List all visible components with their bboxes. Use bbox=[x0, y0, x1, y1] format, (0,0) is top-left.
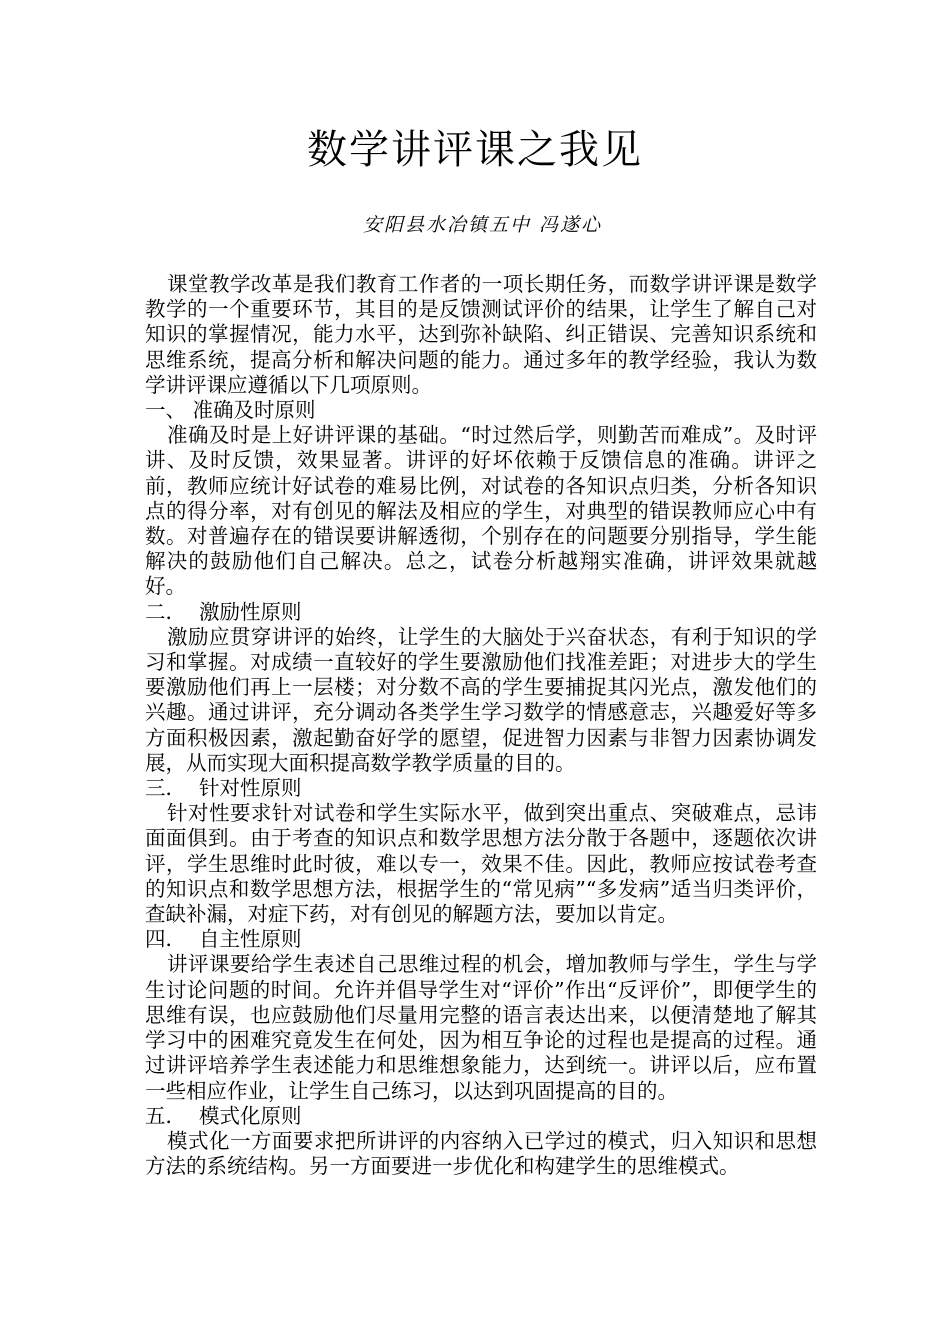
section-heading-5: 五． 模式化原则 bbox=[145, 1103, 302, 1128]
document-body bbox=[145, 272, 817, 1179]
section-paragraph-2: 激励应贯穿讲评的始终，让学生的大脑处于兴奋状态，有利于知识的学习和掌握。对成绩一直较好的学生要激励他们找准差距；对进步大的学生要激励他们再上一层楼；对分数不高的学生要捕捉其闪光点，激发他们的兴趣。通过讲评，充分调动各类学生学习数学的情感意志，兴趣爱好等多方面积极因素，激起勤奋好学的愿望，促进智力因素与非智力因素协调发展，从而实现大面积提高数学教学质量的目的。 bbox=[145, 624, 817, 775]
author-line: 安阳县水冶镇五中 冯遂心 bbox=[362, 214, 603, 236]
document-title: 数学讲评课之我见 bbox=[307, 127, 643, 173]
section-heading-1: 一、 准确及时原则 bbox=[145, 398, 316, 423]
section-paragraph-4: 讲评课要给学生表述自己思维过程的机会，增加教师与学生，学生与学生讨论问题的时间。允许并倡导学生对“评价”作出“反评价”，即便学生的思维有误，也应鼓励他们尽量用完整的语言表达出来，以便清楚地了解其学习中的困难究竟发生在何处，因为相互争论的过程也是提高的过程。通过讲评培养学生表述能力和思维想象能力，达到统一。讲评以后，应布置一些相应作业，让学生自己练习，以达到巩固提高的目的。 bbox=[145, 952, 817, 1103]
section-paragraph-1: 准确及时是上好讲评课的基础。“时过然后学，则勤苦而难成”。及时评讲、及时反馈，效果显著。讲评的好坏依赖于反馈信息的准确。讲评之前，教师应统计好试卷的难易比例，对试卷的各知识点归类，分析各知识点的得分率，对有创见的解法及相应的学生，对典型的错误教师应心中有数。对普遍存在的错误要讲解透彻，个别存在的问题要分别指导，学生能解决的鼓励他们自己解决。总之，试卷分析越翔实准确，讲评效果就越好。 bbox=[145, 423, 817, 599]
section-heading-2: 二． 激励性原则 bbox=[145, 599, 302, 624]
section-heading-3: 三． 针对性原则 bbox=[145, 776, 302, 801]
section-heading-4: 四． 自主性原则 bbox=[145, 927, 302, 952]
section-paragraph-5: 模式化一方面要求把所讲评的内容纳入已学过的模式，归入知识和思想方法的系统结构。另一方面要进一步优化和构建学生的思维模式。 bbox=[145, 1128, 817, 1179]
intro-paragraph: 课堂教学改革是我们教育工作者的一项长期任务，而数学讲评课是数学教学的一个重要环节，其目的是反馈测试评价的结果，让学生了解自己对知识的掌握情况，能力水平，达到弥补缺陷、纠正错误、完善知识系统和思维系统，提高分析和解决问题的能力。通过多年的教学经验，我认为数学讲评课应遵循以下几项原则。 bbox=[145, 272, 817, 397]
section-paragraph-3: 针对性要求针对试卷和学生实际水平，做到突出重点、突破难点，忌讳面面俱到。由于考查的知识点和数学思想方法分散于各题中，逐题依次讲评，学生思维时此时彼，难以专一，效果不佳。因此，教师应按试卷考查的知识点和数学思想方法，根据学生的“常见病”“多发病”适当归类评价，查缺补漏，对症下药，对有创见的解题方法，要加以肯定。 bbox=[145, 801, 817, 927]
